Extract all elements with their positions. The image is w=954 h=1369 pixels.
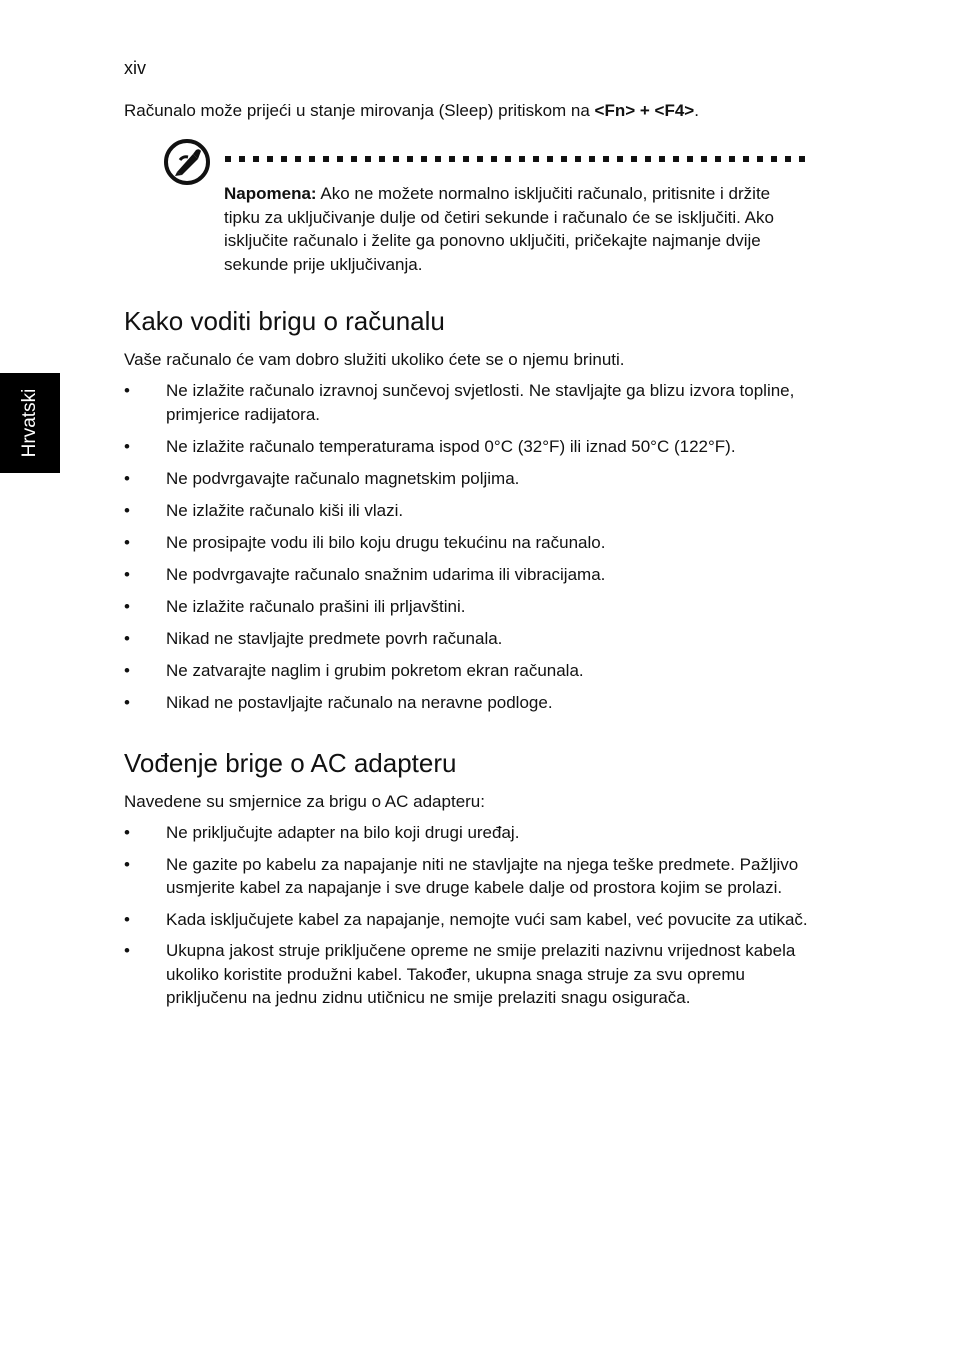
list-item xyxy=(124,939,824,1010)
page-number: xiv xyxy=(124,58,146,78)
care-lead: Vaše računalo će vam dobro služiti ukoliko ćete se o njemu brinuti. xyxy=(124,350,625,369)
bullet-glyph: • xyxy=(124,660,130,680)
list-item-text: Nikad ne stavljajte predmete povrh računala. xyxy=(166,628,503,648)
bullet-glyph: • xyxy=(124,628,130,648)
list-item-text: Ne priključujte adapter na bilo koji drugi uređaj. xyxy=(166,823,520,842)
note-body: Ako ne možete normalno isključiti računalo, pritisnite i držite tipku za uključivanje dulje od četiri sekunde i računalo će se isključiti. Ako isključite računalo i želite ga ponovno uključiti, pričekajte najmanje dvije sekunde prije uključivanja. xyxy=(224,184,774,274)
care-list xyxy=(124,379,824,714)
ac-heading: Vođenje brige o AC adapteru xyxy=(124,748,457,778)
bullet-glyph: • xyxy=(124,564,130,584)
list-item-text: Ne izlažite računalo kiši ili vlazi. xyxy=(166,500,404,520)
list-item-text: Ne izlažite računalo prašini ili prljavštini. xyxy=(166,596,466,616)
list-item xyxy=(124,908,824,932)
list-item-text: Ne izlažite računalo izravnoj sunčevoj svjetlosti. Ne stavljajte ga blizu izvora topline, primjerice radijatora. xyxy=(166,381,795,424)
list-item-text: Ne zatvarajte naglim i grubim pokretom ekran računala. xyxy=(166,660,584,680)
care-heading: Kako voditi brigu o računalu xyxy=(124,306,445,336)
intro-text: Računalo može prijeći u stanje mirovanja (Sleep) pritiskom na xyxy=(124,101,595,120)
list-item xyxy=(124,435,824,459)
list-item xyxy=(124,821,824,845)
note-divider xyxy=(225,156,810,162)
bullet-glyph: • xyxy=(124,692,130,712)
language-side-tab xyxy=(0,373,60,473)
intro-keys: <Fn> + <F4> xyxy=(594,101,695,120)
bullet-glyph: • xyxy=(124,381,130,400)
list-item-text: Ne podvrgavajte računalo magnetskim poljima. xyxy=(166,468,520,488)
language-side-tab-label: Hrvatski xyxy=(19,388,40,458)
list-item xyxy=(124,467,824,491)
bullet-glyph: • xyxy=(124,596,130,616)
note-pen-icon xyxy=(163,138,211,186)
list-item-text: Ukupna jakost struje priključene opreme ne smije prelaziti nazivnu vrijednost kabela ukoliko koristite produžni kabel. Također, ukupna snaga struje za svu opremu priključenu na jednu zidnu utičnicu ne smije prelaziti snagu osigurača. xyxy=(166,941,796,1007)
list-item-text: Nikad ne postavljajte računalo na neravne podloge. xyxy=(166,692,553,712)
list-item xyxy=(124,379,824,426)
list-item xyxy=(124,853,824,900)
list-item-text: Ne podvrgavajte računalo snažnim udarima ili vibracijama. xyxy=(166,564,606,584)
bullet-glyph: • xyxy=(124,436,130,456)
list-item xyxy=(124,691,824,715)
intro-end: . xyxy=(694,101,699,120)
bullet-glyph: • xyxy=(124,468,130,488)
bullet-glyph: • xyxy=(124,532,130,552)
intro-paragraph xyxy=(124,99,814,123)
bullet-glyph: • xyxy=(124,909,130,929)
ac-list xyxy=(124,821,824,1010)
list-item xyxy=(124,499,824,523)
list-item-text: Ne gazite po kabelu za napajanje niti ne stavljajte na njega teške predmete. Pažljivo usmjerite kabel za napajanje i sve druge kabele dalje od prostora kojim se prolazi. xyxy=(166,854,799,897)
list-item-text: Ne izlažite računalo temperaturama ispod 0°C (32°F) ili iznad 50°C (122°F). xyxy=(166,436,736,456)
list-item-text: Kada isključujete kabel za napajanje, nemojte vući sam kabel, već povucite za utikač. xyxy=(166,909,808,929)
ac-lead: Navedene su smjernice za brigu o AC adapteru: xyxy=(124,792,485,811)
list-item xyxy=(124,563,824,587)
list-item xyxy=(124,627,824,651)
list-item xyxy=(124,595,824,619)
bullet-glyph: • xyxy=(124,854,130,874)
list-item-text: Ne prosipajte vodu ili bilo koju drugu tekućinu na računalo. xyxy=(166,532,606,552)
bullet-glyph: • xyxy=(124,500,130,520)
note-paragraph xyxy=(224,182,804,276)
note-label: Napomena: xyxy=(224,184,317,203)
list-item xyxy=(124,531,824,555)
bullet-glyph: • xyxy=(124,941,130,960)
bullet-glyph: • xyxy=(124,823,130,842)
list-item xyxy=(124,659,824,683)
